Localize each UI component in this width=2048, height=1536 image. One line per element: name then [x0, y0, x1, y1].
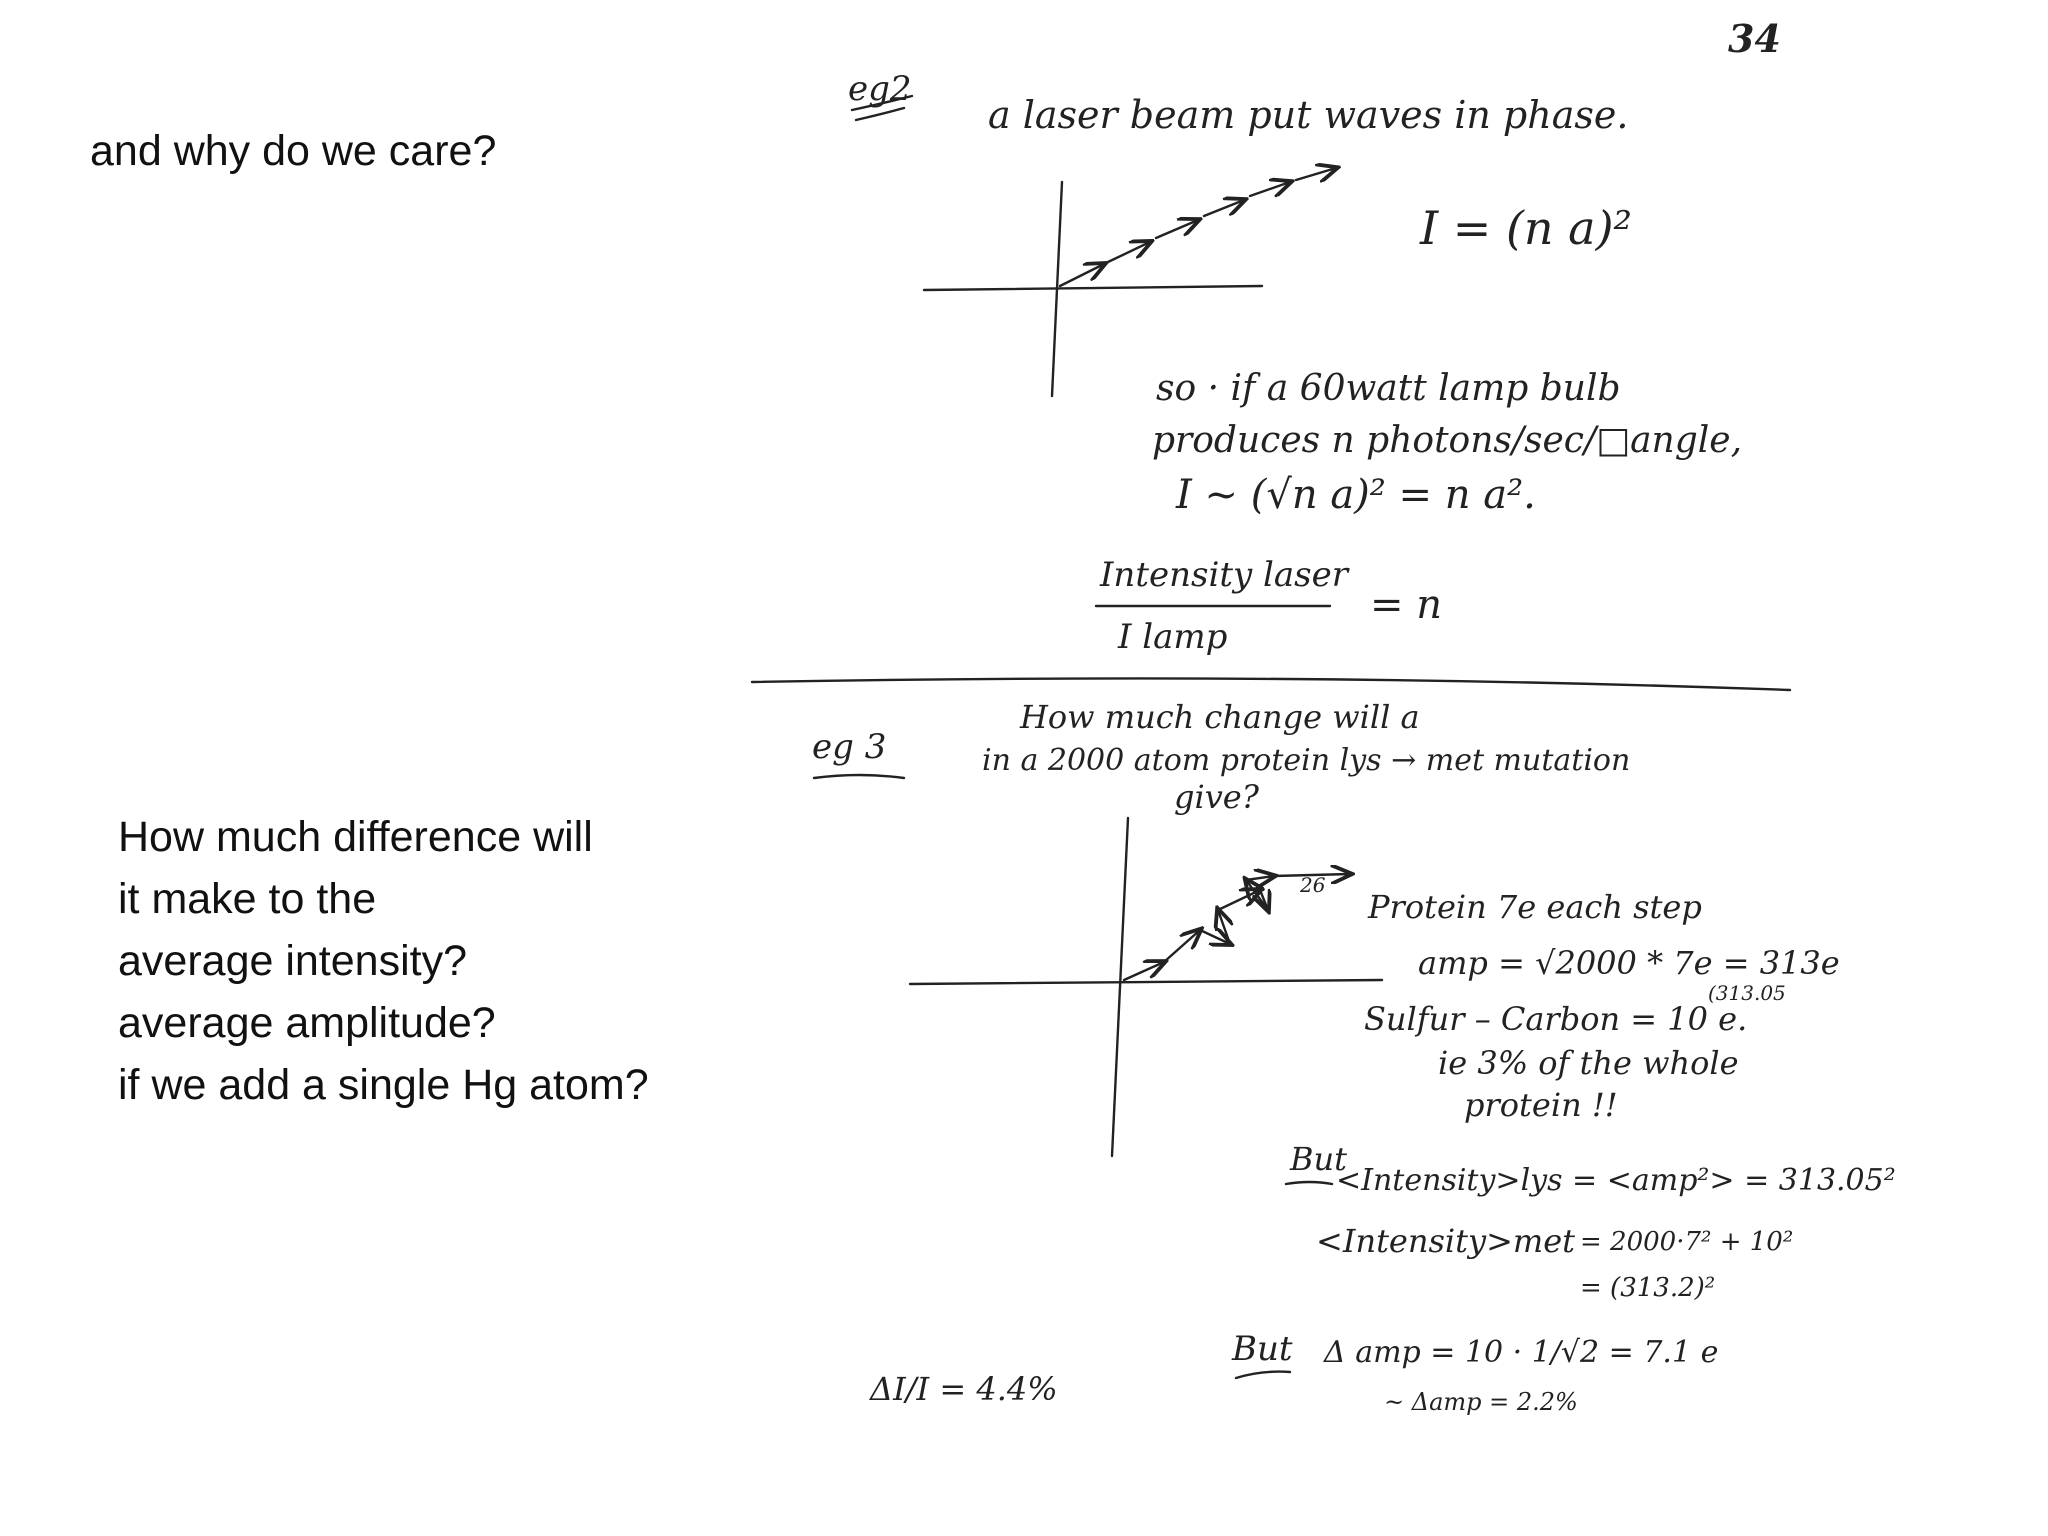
question-line-3: average intensity? [118, 937, 467, 985]
eg3-axis-vertical [1112, 818, 1128, 1156]
eg2-lamp-formula: I ~ (√n a)² = n a². [1176, 472, 1536, 518]
question-line-2: it make to the [118, 875, 377, 923]
question-line-6: if we add a single Hg atom? [118, 1061, 649, 1109]
eg3-delta-amp-ratio: ~ Δamp = 2.2% [1384, 1388, 1578, 1416]
eg3-question-line2: in a 2000 atom protein lys → met mutation [982, 743, 1631, 778]
eg3-percent-line1: ie 3% of the whole [1438, 1044, 1739, 1082]
eg3-question-line1: How much change will a [1020, 698, 1420, 736]
eg2-lamp-line1: so · if a 60watt lamp bulb [1156, 368, 1621, 409]
eg2-axis-horizontal [924, 286, 1262, 290]
eg3-delta-amp: Δ amp = 10 · 1/√2 = 7.1 e [1324, 1335, 1719, 1370]
eg3-percent-line2: protein !! [1464, 1086, 1618, 1124]
eg2-formula-laser: I = (n a)² [1420, 201, 1632, 255]
eg3-amp-calc-sub: (313.05 [1708, 981, 1786, 1005]
eg3-underline [814, 775, 904, 778]
eg3-intensity-lys: <Intensity>lys = <amp²> = 313.05² [1336, 1163, 1896, 1198]
eg3-vector-label: 26 [1300, 873, 1326, 897]
eg3-delta-intensity: ΔI/I = 4.4% [870, 1370, 1058, 1408]
eg2-phase-vectors [1060, 168, 1336, 286]
eg3-amp-calc: amp = √2000 * 7e = 313e [1418, 944, 1840, 982]
eg3-axis-horizontal [910, 980, 1382, 984]
question-care: and why do we care? [90, 127, 497, 175]
eg3-but-underline [1286, 1182, 1332, 1184]
eg3-protein-step: Protein 7e each step [1368, 888, 1702, 926]
eg2-lamp-line2: produces n photons/sec/□angle, [1152, 420, 1743, 461]
eg3-intensity-met: <Intensity>met [1316, 1222, 1576, 1260]
eg2-ratio-numerator: Intensity laser [1100, 555, 1348, 595]
eg3-met-calc2: = (313.2)² [1580, 1273, 1716, 1303]
eg3-label: eg 3 [812, 727, 887, 767]
page-number: 34 [1728, 16, 1781, 61]
eg3-but2-label: But [1232, 1329, 1293, 1369]
question-line-1: How much difference will [118, 813, 593, 861]
eg3-met-calc1: = 2000·7² + 10² [1580, 1227, 1794, 1257]
eg2-heading: a laser beam put waves in phase. [988, 93, 1629, 137]
section-divider [752, 678, 1790, 690]
eg2-underline-2 [856, 108, 904, 120]
eg2-ratio-denominator: I lamp [1118, 617, 1228, 657]
eg3-but2-underline [1236, 1372, 1290, 1378]
question-line-4: average amplitude? [118, 999, 496, 1047]
eg3-question-line3: give? [1174, 778, 1259, 816]
eg3-sulfur-carbon: Sulfur – Carbon = 10 e. [1364, 1000, 1748, 1038]
eg2-label: eg2 [848, 69, 912, 109]
eg2-ratio-equals: = n [1370, 582, 1442, 628]
eg3-but-label: But [1290, 1140, 1347, 1178]
